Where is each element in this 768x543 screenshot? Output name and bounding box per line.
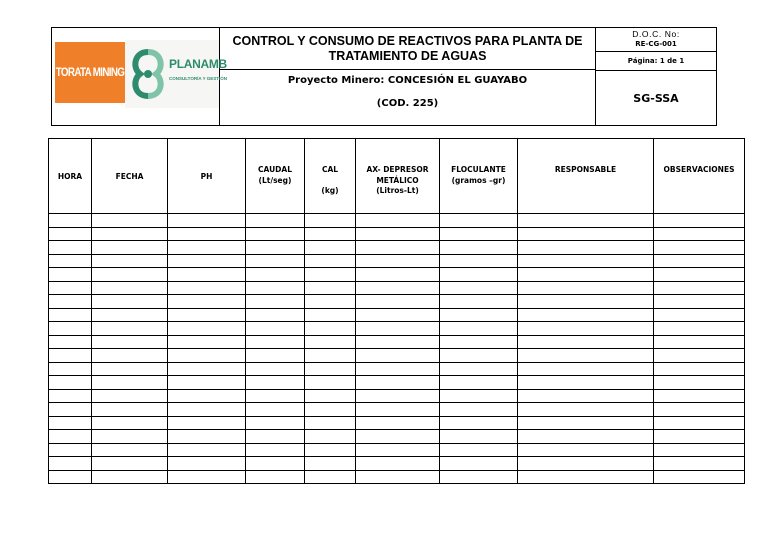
cell-ph[interactable] bbox=[168, 295, 246, 309]
cell-hora[interactable] bbox=[49, 389, 92, 403]
cell-cal[interactable] bbox=[305, 241, 356, 255]
cell-ax-depresor[interactable] bbox=[356, 457, 440, 471]
cell-floculante[interactable] bbox=[440, 268, 518, 282]
cell-hora[interactable] bbox=[49, 268, 92, 282]
cell-ax-depresor[interactable] bbox=[356, 349, 440, 363]
cell-cal[interactable] bbox=[305, 430, 356, 444]
cell-fecha[interactable] bbox=[92, 322, 168, 336]
column-header-line: (gramos –gr) bbox=[451, 175, 506, 185]
cell-fecha[interactable] bbox=[92, 335, 168, 349]
cell-floculante[interactable] bbox=[440, 254, 518, 268]
cell-observaciones[interactable] bbox=[654, 322, 745, 336]
cell-fecha[interactable] bbox=[92, 349, 168, 363]
column-header-line: (Lt/seg) bbox=[258, 175, 292, 185]
cell-cal[interactable] bbox=[305, 457, 356, 471]
cell-hora[interactable] bbox=[49, 322, 92, 336]
cell-fecha[interactable] bbox=[92, 470, 168, 484]
cell-floculante[interactable] bbox=[440, 281, 518, 295]
cell-observaciones[interactable] bbox=[654, 214, 745, 228]
cell-floculante[interactable] bbox=[440, 470, 518, 484]
cell-floculante[interactable] bbox=[440, 241, 518, 255]
cell-observaciones[interactable] bbox=[654, 295, 745, 309]
cell-floculante[interactable] bbox=[440, 416, 518, 430]
cell-fecha[interactable] bbox=[92, 254, 168, 268]
cell-hora[interactable] bbox=[49, 403, 92, 417]
cell-floculante[interactable] bbox=[440, 443, 518, 457]
cell-caudal[interactable] bbox=[246, 281, 305, 295]
cell-caudal[interactable] bbox=[246, 295, 305, 309]
cell-fecha[interactable] bbox=[92, 227, 168, 241]
cell-cal[interactable] bbox=[305, 335, 356, 349]
cell-observaciones[interactable] bbox=[654, 443, 745, 457]
cell-ph[interactable] bbox=[168, 308, 246, 322]
cell-caudal[interactable] bbox=[246, 362, 305, 376]
cell-ax-depresor[interactable] bbox=[356, 335, 440, 349]
cell-responsable[interactable] bbox=[518, 308, 654, 322]
cell-responsable[interactable] bbox=[518, 335, 654, 349]
cell-cal[interactable] bbox=[305, 281, 356, 295]
cell-floculante[interactable] bbox=[440, 349, 518, 363]
cell-caudal[interactable] bbox=[246, 376, 305, 390]
cell-caudal[interactable] bbox=[246, 335, 305, 349]
cell-ph[interactable] bbox=[168, 281, 246, 295]
column-header-line: METÁLICO bbox=[376, 175, 419, 185]
table-header-row bbox=[49, 139, 745, 214]
cell-ph[interactable] bbox=[168, 214, 246, 228]
cell-ax-depresor[interactable] bbox=[356, 416, 440, 430]
table-row bbox=[49, 295, 745, 309]
column-header-label: HORA bbox=[57, 171, 83, 181]
table-row bbox=[49, 335, 745, 349]
cell-cal[interactable] bbox=[305, 470, 356, 484]
cell-caudal[interactable] bbox=[246, 470, 305, 484]
page-number: Página: 1 de 1 bbox=[596, 52, 716, 71]
column-header-label: OBSERVACIONES bbox=[663, 165, 735, 174]
cell-cal[interactable] bbox=[305, 389, 356, 403]
table-row bbox=[49, 443, 745, 457]
cell-floculante[interactable] bbox=[440, 403, 518, 417]
cell-observaciones[interactable] bbox=[654, 376, 745, 390]
column-header-ax-depresor bbox=[356, 139, 440, 214]
logos bbox=[55, 40, 228, 108]
table-row bbox=[49, 362, 745, 376]
cell-responsable[interactable] bbox=[518, 254, 654, 268]
cell-hora[interactable] bbox=[49, 227, 92, 241]
cell-fecha[interactable] bbox=[92, 241, 168, 255]
column-header-fecha bbox=[92, 139, 168, 214]
column-header-floculante bbox=[440, 139, 518, 214]
cell-floculante[interactable] bbox=[440, 227, 518, 241]
cell-ph[interactable] bbox=[168, 376, 246, 390]
cell-ax-depresor[interactable] bbox=[356, 295, 440, 309]
cell-ax-depresor[interactable] bbox=[356, 403, 440, 417]
cell-ax-depresor[interactable] bbox=[356, 470, 440, 484]
cell-observaciones[interactable] bbox=[654, 389, 745, 403]
cell-caudal[interactable] bbox=[246, 214, 305, 228]
cell-caudal[interactable] bbox=[246, 241, 305, 255]
cell-ax-depresor[interactable] bbox=[356, 376, 440, 390]
cell-fecha[interactable] bbox=[92, 403, 168, 417]
doc-number-cell bbox=[596, 28, 716, 52]
cell-ph[interactable] bbox=[168, 349, 246, 363]
cell-ph[interactable] bbox=[168, 254, 246, 268]
cell-hora[interactable] bbox=[49, 457, 92, 471]
project-name: Proyecto Minero: CONCESIÓN EL GUAYABO bbox=[287, 75, 528, 86]
cell-observaciones[interactable] bbox=[654, 416, 745, 430]
cell-cal[interactable] bbox=[305, 295, 356, 309]
cell-floculante[interactable] bbox=[440, 308, 518, 322]
table-row bbox=[49, 241, 745, 255]
cell-hora[interactable] bbox=[49, 335, 92, 349]
cell-hora[interactable] bbox=[49, 376, 92, 390]
cell-observaciones[interactable] bbox=[654, 430, 745, 444]
table-row bbox=[49, 430, 745, 444]
cell-fecha[interactable] bbox=[92, 214, 168, 228]
column-header-label: PH bbox=[200, 171, 213, 181]
column-header-label: FECHA bbox=[115, 171, 144, 181]
torata-mining-logo: TORATA MINING bbox=[55, 42, 125, 103]
cell-responsable[interactable] bbox=[518, 214, 654, 228]
column-header-line: (Litros-Lt) bbox=[376, 186, 419, 195]
cell-hora[interactable] bbox=[49, 214, 92, 228]
cell-fecha[interactable] bbox=[92, 443, 168, 457]
table-row bbox=[49, 227, 745, 241]
logo-cell bbox=[52, 28, 228, 125]
doc-number-value: RE-CG-001 bbox=[635, 40, 677, 48]
cell-observaciones[interactable] bbox=[654, 227, 745, 241]
cell-ax-depresor[interactable] bbox=[356, 214, 440, 228]
table-row bbox=[49, 403, 745, 417]
table-row bbox=[49, 281, 745, 295]
table-row bbox=[49, 376, 745, 390]
cell-responsable[interactable] bbox=[518, 430, 654, 444]
table-row bbox=[49, 349, 745, 363]
cell-ph[interactable] bbox=[168, 430, 246, 444]
cell-observaciones[interactable] bbox=[654, 335, 745, 349]
cell-observaciones[interactable] bbox=[654, 349, 745, 363]
cell-fecha[interactable] bbox=[92, 457, 168, 471]
area-code: SG-SSA bbox=[633, 92, 679, 105]
cell-floculante[interactable] bbox=[440, 389, 518, 403]
cell-hora[interactable] bbox=[49, 308, 92, 322]
cell-responsable[interactable] bbox=[518, 389, 654, 403]
column-header-responsable bbox=[518, 139, 654, 214]
cell-ph[interactable] bbox=[168, 457, 246, 471]
cell-floculante[interactable] bbox=[440, 376, 518, 390]
cell-ph[interactable] bbox=[168, 227, 246, 241]
cell-ax-depresor[interactable] bbox=[356, 430, 440, 444]
cell-caudal[interactable] bbox=[246, 349, 305, 363]
cell-fecha[interactable] bbox=[92, 308, 168, 322]
cell-responsable[interactable] bbox=[518, 349, 654, 363]
cell-floculante[interactable] bbox=[440, 214, 518, 228]
cell-observaciones[interactable] bbox=[654, 362, 745, 376]
cell-responsable[interactable] bbox=[518, 295, 654, 309]
cell-fecha[interactable] bbox=[92, 430, 168, 444]
cell-fecha[interactable] bbox=[92, 362, 168, 376]
table-row bbox=[49, 416, 745, 430]
column-header-cal bbox=[305, 139, 356, 214]
cell-hora[interactable] bbox=[49, 443, 92, 457]
column-header-line: AX- DEPRESOR bbox=[366, 165, 429, 174]
cell-fecha[interactable] bbox=[92, 389, 168, 403]
table-row bbox=[49, 308, 745, 322]
cell-ph[interactable] bbox=[168, 322, 246, 336]
cell-responsable[interactable] bbox=[518, 443, 654, 457]
cell-ax-depresor[interactable] bbox=[356, 227, 440, 241]
cell-hora[interactable] bbox=[49, 295, 92, 309]
cell-ph[interactable] bbox=[168, 362, 246, 376]
cell-fecha[interactable] bbox=[92, 295, 168, 309]
cell-ph[interactable] bbox=[168, 416, 246, 430]
table-row bbox=[49, 389, 745, 403]
cell-ax-depresor[interactable] bbox=[356, 389, 440, 403]
cell-observaciones[interactable] bbox=[654, 268, 745, 282]
cell-cal[interactable] bbox=[305, 214, 356, 228]
reagent-log-table bbox=[48, 138, 745, 484]
cell-observaciones[interactable] bbox=[654, 254, 745, 268]
cell-observaciones[interactable] bbox=[654, 241, 745, 255]
column-header-caudal bbox=[246, 139, 305, 214]
cell-responsable[interactable] bbox=[518, 268, 654, 282]
cell-observaciones[interactable] bbox=[654, 470, 745, 484]
cell-ax-depresor[interactable] bbox=[356, 443, 440, 457]
column-header-line: CAL bbox=[321, 165, 339, 174]
cell-caudal[interactable] bbox=[246, 268, 305, 282]
cell-observaciones[interactable] bbox=[654, 403, 745, 417]
cell-floculante[interactable] bbox=[440, 362, 518, 376]
cell-responsable[interactable] bbox=[518, 416, 654, 430]
cell-observaciones[interactable] bbox=[654, 308, 745, 322]
column-header-line: (kg) bbox=[321, 186, 339, 195]
cell-responsable[interactable] bbox=[518, 281, 654, 295]
cell-ph[interactable] bbox=[168, 470, 246, 484]
cell-ax-depresor[interactable] bbox=[356, 308, 440, 322]
cell-caudal[interactable] bbox=[246, 308, 305, 322]
cell-ph[interactable] bbox=[168, 335, 246, 349]
planamb-logo bbox=[125, 40, 228, 108]
planamb-name: PLANAMB bbox=[169, 57, 227, 71]
table-row bbox=[49, 457, 745, 471]
cell-caudal[interactable] bbox=[246, 403, 305, 417]
cell-ax-depresor[interactable] bbox=[356, 362, 440, 376]
cell-caudal[interactable] bbox=[246, 416, 305, 430]
cell-ph[interactable] bbox=[168, 403, 246, 417]
column-header-line: FLOCULANTE bbox=[451, 165, 506, 174]
planamb-logo-icon bbox=[128, 44, 168, 104]
cell-cal[interactable] bbox=[305, 349, 356, 363]
cell-observaciones[interactable] bbox=[654, 457, 745, 471]
cell-hora[interactable] bbox=[49, 349, 92, 363]
cell-caudal[interactable] bbox=[246, 443, 305, 457]
cell-ax-depresor[interactable] bbox=[356, 254, 440, 268]
cell-cal[interactable] bbox=[305, 416, 356, 430]
cell-hora[interactable] bbox=[49, 281, 92, 295]
table-row bbox=[49, 214, 745, 228]
cell-ax-depresor[interactable] bbox=[356, 281, 440, 295]
cell-fecha[interactable] bbox=[92, 281, 168, 295]
cell-fecha[interactable] bbox=[92, 376, 168, 390]
table-row bbox=[49, 268, 745, 282]
cell-caudal[interactable] bbox=[246, 227, 305, 241]
cell-hora[interactable] bbox=[49, 241, 92, 255]
cell-cal[interactable] bbox=[305, 268, 356, 282]
cell-responsable[interactable] bbox=[518, 241, 654, 255]
cell-responsable[interactable] bbox=[518, 376, 654, 390]
table-row bbox=[49, 470, 745, 484]
cell-cal[interactable] bbox=[305, 362, 356, 376]
column-header-ph bbox=[168, 139, 246, 214]
cell-fecha[interactable] bbox=[92, 416, 168, 430]
cell-caudal[interactable] bbox=[246, 430, 305, 444]
cell-fecha[interactable] bbox=[92, 268, 168, 282]
cell-ph[interactable] bbox=[168, 389, 246, 403]
cell-caudal[interactable] bbox=[246, 457, 305, 471]
cell-cal[interactable] bbox=[305, 443, 356, 457]
cell-hora[interactable] bbox=[49, 254, 92, 268]
cell-responsable[interactable] bbox=[518, 322, 654, 336]
table-body bbox=[49, 214, 745, 484]
cell-caudal[interactable] bbox=[246, 254, 305, 268]
cell-floculante[interactable] bbox=[440, 295, 518, 309]
cell-hora[interactable] bbox=[49, 416, 92, 430]
cell-ax-depresor[interactable] bbox=[356, 322, 440, 336]
cell-floculante[interactable] bbox=[440, 430, 518, 444]
document-header bbox=[51, 27, 717, 126]
cell-responsable[interactable] bbox=[518, 470, 654, 484]
project-cell bbox=[220, 70, 596, 125]
column-header-line: CAUDAL bbox=[258, 165, 292, 174]
cell-responsable[interactable] bbox=[518, 362, 654, 376]
cell-cal[interactable] bbox=[305, 376, 356, 390]
cell-responsable[interactable] bbox=[518, 403, 654, 417]
cell-floculante[interactable] bbox=[440, 457, 518, 471]
cell-hora[interactable] bbox=[49, 430, 92, 444]
document-title: CONTROL Y CONSUMO DE REACTIVOS PARA PLANTA DE TRATAMIENTO DE AGUAS bbox=[220, 28, 596, 70]
cell-hora[interactable] bbox=[49, 470, 92, 484]
column-header-hora bbox=[49, 139, 92, 214]
cell-cal[interactable] bbox=[305, 254, 356, 268]
cell-responsable[interactable] bbox=[518, 457, 654, 471]
cell-ax-depresor[interactable] bbox=[356, 268, 440, 282]
cell-ph[interactable] bbox=[168, 443, 246, 457]
cell-floculante[interactable] bbox=[440, 322, 518, 336]
cell-ph[interactable] bbox=[168, 241, 246, 255]
cell-responsable[interactable] bbox=[518, 227, 654, 241]
cell-cal[interactable] bbox=[305, 322, 356, 336]
planamb-subtitle: CONSULTORÍA Y GESTIÓN bbox=[169, 76, 228, 81]
doc-number-label: D.O.C. No: bbox=[632, 29, 680, 39]
cell-caudal[interactable] bbox=[246, 322, 305, 336]
cell-floculante[interactable] bbox=[440, 335, 518, 349]
cell-ph[interactable] bbox=[168, 268, 246, 282]
project-code: (COD. 225) bbox=[376, 98, 439, 109]
column-header-observaciones bbox=[654, 139, 745, 214]
table-row bbox=[49, 254, 745, 268]
cell-hora[interactable] bbox=[49, 362, 92, 376]
cell-observaciones[interactable] bbox=[654, 281, 745, 295]
cell-cal[interactable] bbox=[305, 403, 356, 417]
cell-cal[interactable] bbox=[305, 308, 356, 322]
cell-cal[interactable] bbox=[305, 227, 356, 241]
table-row bbox=[49, 322, 745, 336]
column-header-label: RESPONSABLE bbox=[554, 165, 617, 174]
cell-caudal[interactable] bbox=[246, 389, 305, 403]
cell-ax-depresor[interactable] bbox=[356, 241, 440, 255]
